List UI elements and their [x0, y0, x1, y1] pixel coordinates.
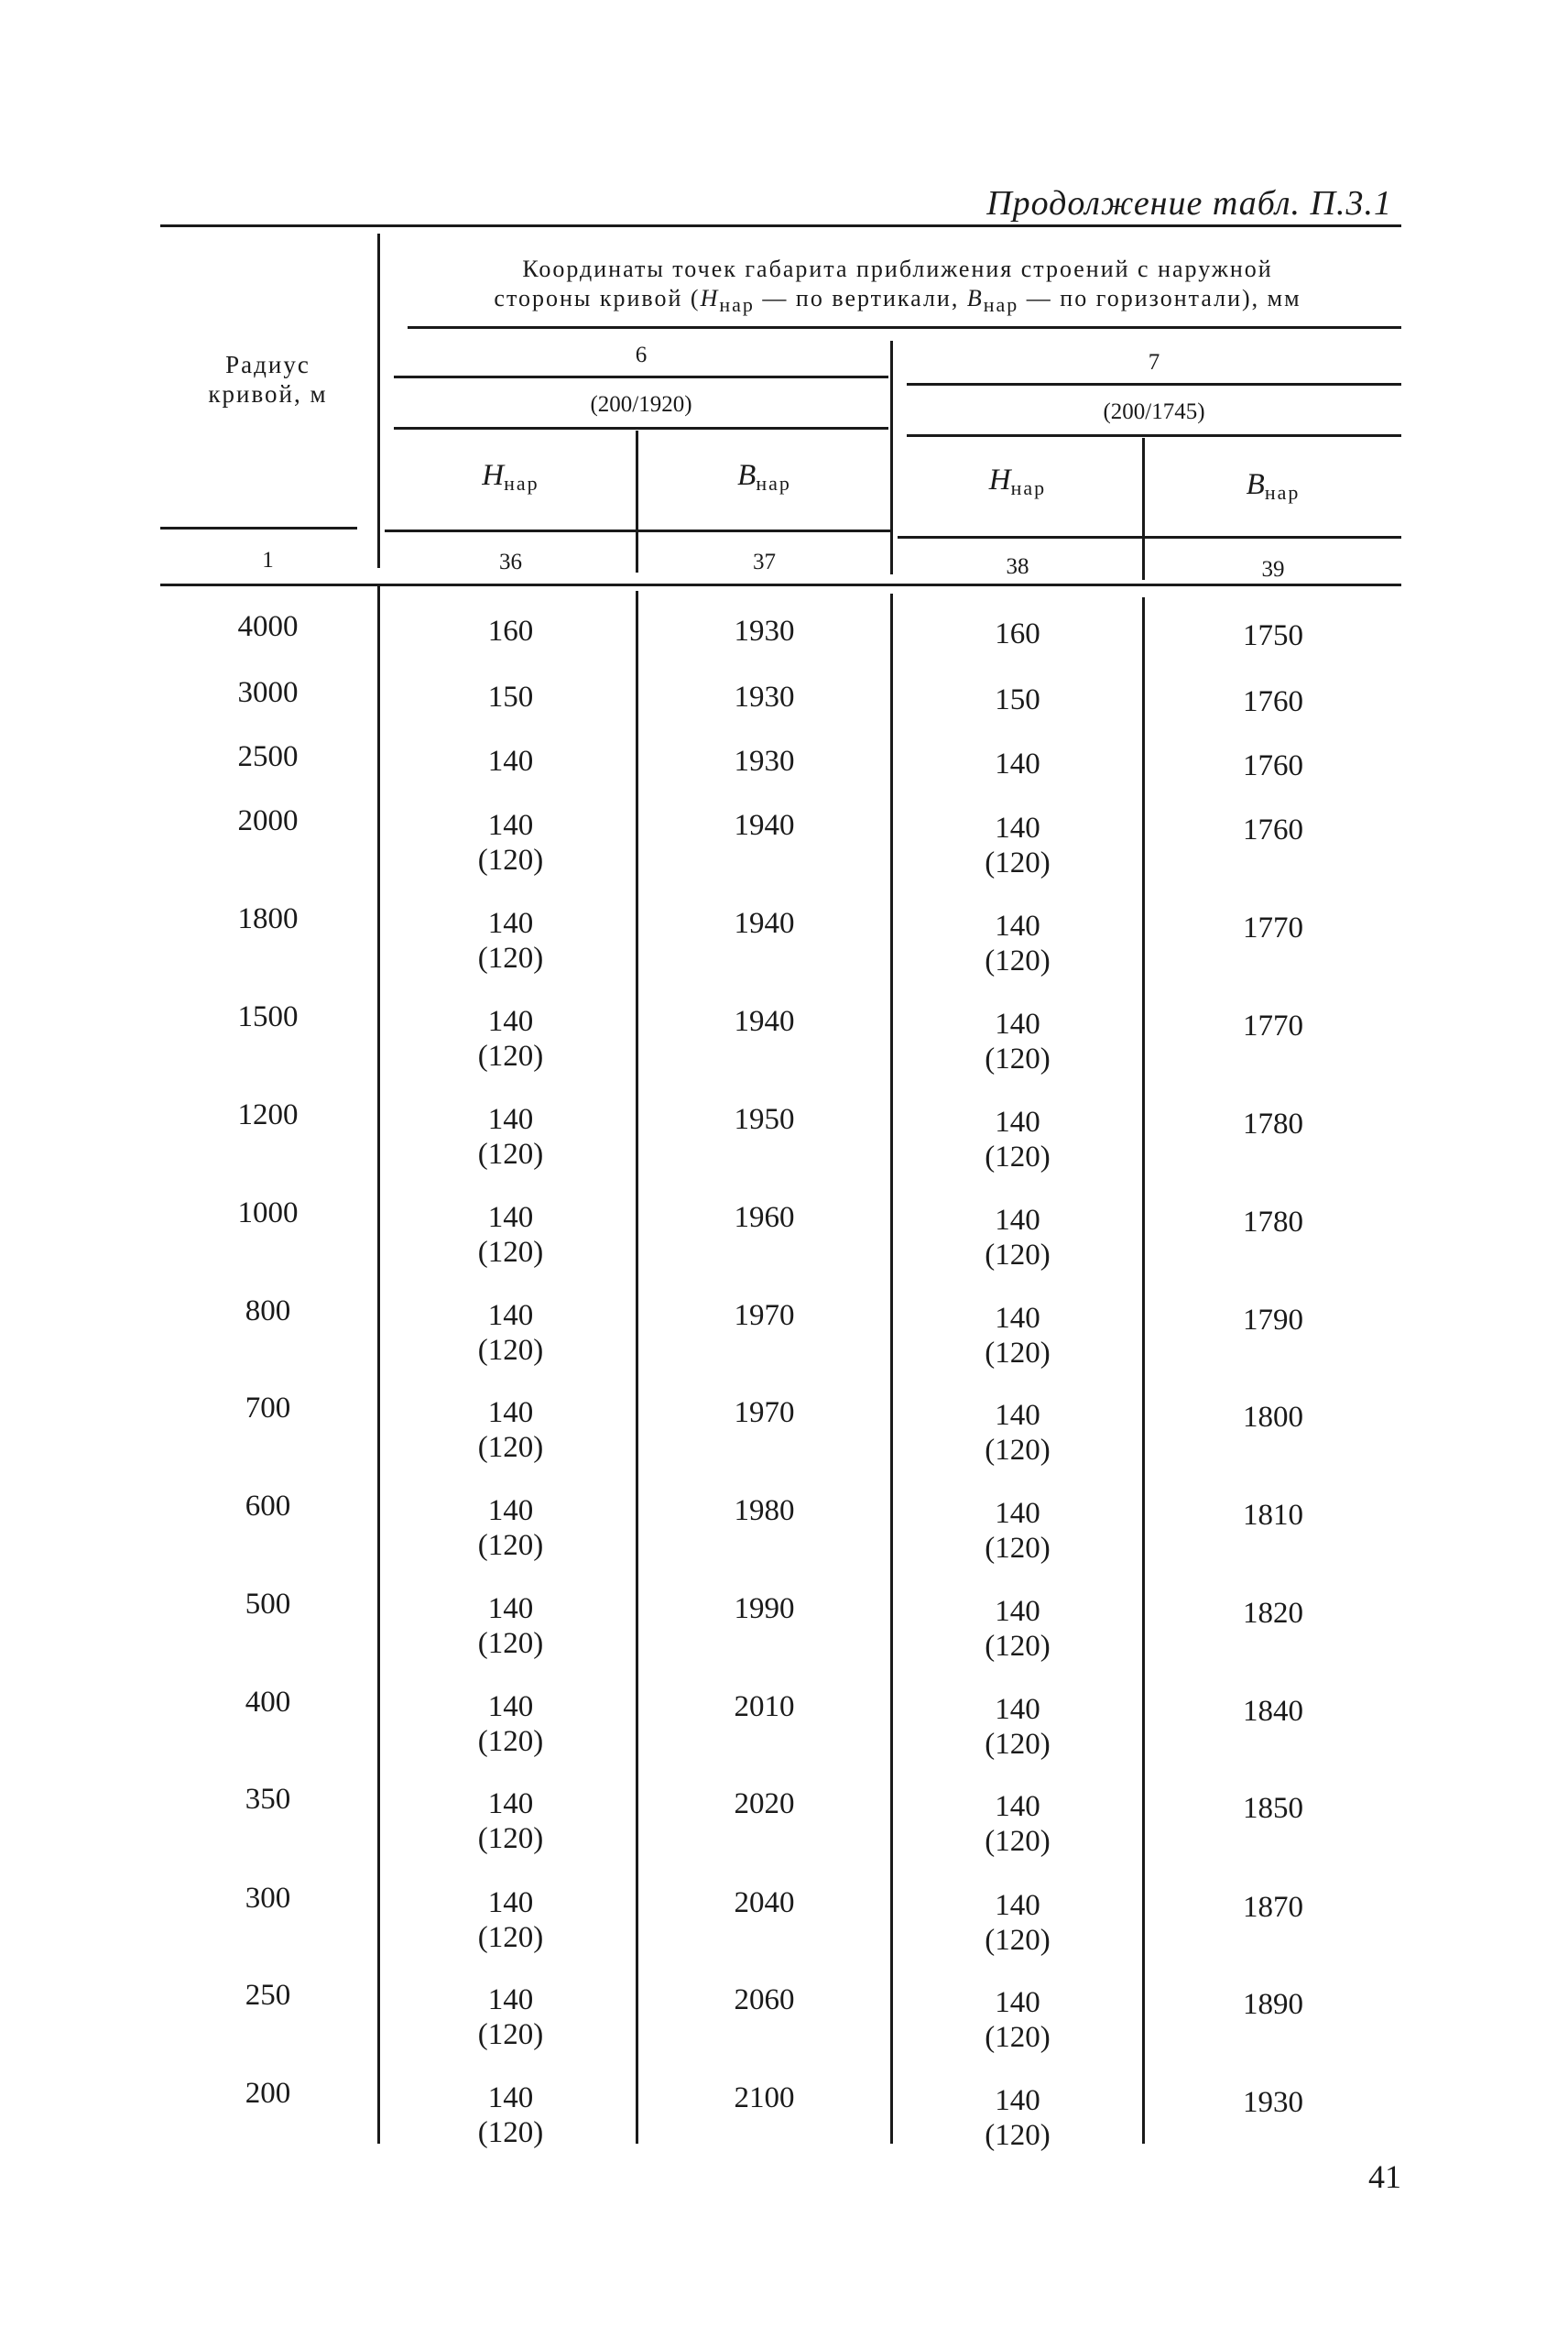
cell-radius: [165, 1294, 371, 1328]
coords-header-line2: [394, 284, 1401, 314]
cell-h6-alt-value: (120): [477, 1040, 544, 1073]
cell-h6: [385, 1395, 637, 1465]
coords-header-line1: Координаты точек габарита приближения строений с наружной: [522, 256, 1273, 282]
cell-h7-alt-value: (120): [985, 846, 1051, 879]
cell-h6: [385, 2080, 637, 2150]
cell-b6-value: 1940: [734, 809, 795, 842]
cell-b7: [1145, 618, 1401, 653]
cell-b6: [638, 1786, 890, 1821]
rule-group7-top: [907, 383, 1401, 386]
cell-h6-alt-value: (120): [477, 1334, 544, 1367]
cell-b6-value: 2010: [734, 1690, 795, 1723]
cell-h7: [893, 909, 1142, 978]
radius-header-line1: Радиус: [225, 351, 310, 378]
rule-under-coords: [408, 326, 1401, 329]
cell-b6-value: 1940: [734, 907, 795, 940]
cell-b7-value: 1800: [1243, 1401, 1303, 1434]
cell-b7: [1145, 1400, 1401, 1435]
cell-b7: [1145, 748, 1401, 783]
cell-radius: [165, 901, 371, 936]
cell-h7-value: 150: [995, 683, 1040, 716]
coords-header-b-symbol: B: [966, 285, 984, 311]
cell-h6-value: 140: [487, 1396, 534, 1429]
cell-h6: [385, 1004, 637, 1074]
coords-header: [394, 255, 1401, 314]
cell-h7-value: 140: [995, 1302, 1040, 1335]
colnum-39: 39: [1261, 557, 1285, 582]
cell-b7: [1145, 2085, 1401, 2120]
cell-h6-alt-value: (120): [477, 1529, 544, 1562]
cell-radius: [165, 1587, 371, 1622]
cell-h6-value: 140: [487, 1983, 534, 2016]
cell-h7: [893, 1888, 1142, 1958]
cell-h6-alt-value: (120): [477, 1921, 544, 1954]
cell-b6-value: 1990: [734, 1592, 795, 1625]
cell-h7-value: 140: [995, 910, 1040, 943]
cell-b6-value: 1940: [734, 1005, 795, 1038]
cell-radius: [165, 1881, 371, 1916]
cell-radius: [165, 609, 371, 644]
group6-number: 6: [635, 343, 648, 367]
cell-b7: [1145, 911, 1401, 945]
rule-colnum-bottom: [160, 584, 1401, 586]
cell-h7-value: 160: [995, 617, 1040, 650]
cell-b7: [1145, 1498, 1401, 1533]
cell-h6-value: 140: [487, 1005, 534, 1038]
cell-h7: [893, 683, 1142, 717]
cell-h7-value: 140: [995, 1106, 1040, 1139]
cell-h7: [893, 1301, 1142, 1370]
rule-v-radius: [377, 234, 380, 568]
cell-radius-value: 250: [245, 1979, 291, 2012]
cell-b6: [638, 1004, 890, 1039]
cell-h7-alt-value: (120): [985, 1141, 1051, 1174]
cell-h7-alt-value: (120): [985, 1728, 1051, 1761]
cell-h6-alt-value: (120): [477, 2018, 544, 2051]
cell-b6: [638, 1395, 890, 1430]
page-number: 41: [1368, 2158, 1401, 2195]
cell-h7: [893, 1007, 1142, 1076]
cell-h7-value: 140: [995, 1889, 1040, 1922]
cell-h6-value: 140: [487, 907, 534, 940]
cell-b6-value: 1930: [734, 745, 795, 778]
cell-b7: [1145, 1009, 1401, 1043]
cell-b6: [638, 808, 890, 843]
cell-b7: [1145, 684, 1401, 719]
cell-h7-value: 140: [995, 1595, 1040, 1628]
rule-group7-mid: [907, 434, 1401, 437]
cell-h7: [893, 2083, 1142, 2153]
cell-b7: [1145, 1205, 1401, 1239]
cell-b7: [1145, 1303, 1401, 1338]
cell-h6-value: 140: [487, 745, 534, 778]
cell-h7-alt-value: (120): [985, 1434, 1051, 1467]
col-h6-header: Hнар: [482, 459, 539, 495]
cell-radius-value: 400: [245, 1686, 291, 1719]
cell-radius-value: 1200: [237, 1098, 299, 1131]
cell-b7-value: 1750: [1243, 619, 1303, 652]
cell-h6: [385, 1982, 637, 2052]
cell-radius-value: 500: [245, 1588, 291, 1621]
cell-h6-alt-value: (120): [477, 1627, 544, 1660]
cell-h6: [385, 906, 637, 976]
cell-h7-value: 140: [995, 812, 1040, 845]
cell-b7: [1145, 1890, 1401, 1925]
cell-b6-value: 2100: [734, 2081, 795, 2114]
cell-h6-alt-value: (120): [477, 1431, 544, 1464]
colnum-36: 36: [499, 550, 522, 574]
cell-h7: [893, 617, 1142, 651]
coords-header-part-a: стороны кривой (: [494, 285, 701, 311]
cell-radius-value: 4000: [237, 610, 299, 643]
cell-radius: [165, 1782, 371, 1817]
cell-h6-value: 140: [487, 1690, 534, 1723]
cell-radius: [165, 1196, 371, 1230]
cell-b6: [638, 744, 890, 779]
cell-h6-alt-value: (120): [477, 2116, 544, 2149]
radius-header-line2: кривой, м: [208, 380, 328, 408]
cell-h7: [893, 1398, 1142, 1468]
cell-h6-value: 140: [487, 1299, 534, 1332]
cell-h7-alt-value: (120): [985, 1532, 1051, 1565]
coords-header-h-sub: нар: [719, 293, 755, 316]
cell-radius-value: 200: [245, 2077, 291, 2110]
cell-h7-alt-value: (120): [985, 1924, 1051, 1957]
coords-header-h-symbol: H: [700, 285, 720, 311]
colnum-38: 38: [1006, 554, 1029, 579]
rule-v-radius-body: [377, 586, 380, 2144]
cell-h6-value: 140: [487, 1494, 534, 1527]
cell-h6-value: 140: [487, 1787, 534, 1820]
cell-h7: [893, 1203, 1142, 1272]
cell-h7-alt-value: (120): [985, 945, 1051, 977]
cell-radius-value: 700: [245, 1392, 291, 1425]
cell-b6-value: 1970: [734, 1299, 795, 1332]
cell-radius-value: 2500: [237, 740, 299, 773]
coords-header-b-sub: нар: [983, 293, 1019, 316]
coords-header-part-c: — по горизонтали), мм: [1018, 285, 1301, 311]
cell-h6-alt-value: (120): [477, 1822, 544, 1855]
cell-b6: [638, 680, 890, 715]
cell-b7: [1145, 813, 1401, 847]
coords-header-part-b: — по вертикали,: [754, 285, 967, 311]
cell-b7: [1145, 1791, 1401, 1826]
cell-h7-value: 140: [995, 1204, 1040, 1237]
cell-h6: [385, 1200, 637, 1270]
cell-radius: [165, 1978, 371, 2013]
cell-b6: [638, 1493, 890, 1528]
cell-b6: [638, 1591, 890, 1626]
cell-b7-value: 1870: [1243, 1891, 1303, 1924]
cell-h6: [385, 808, 637, 878]
rule-group6-mid: [394, 427, 888, 430]
cell-b6-value: 1930: [734, 681, 795, 714]
cell-h7-alt-value: (120): [985, 2021, 1051, 2054]
cell-h7: [893, 1985, 1142, 2055]
cell-h6-alt-value: (120): [477, 942, 544, 975]
cell-h6-alt-value: (120): [477, 1236, 544, 1269]
table-caption: Продолжение табл. П.3.1: [986, 184, 1392, 223]
cell-b6: [638, 906, 890, 941]
cell-h7-value: 140: [995, 1986, 1040, 2019]
cell-h7: [893, 811, 1142, 880]
cell-h7-alt-value: (120): [985, 1825, 1051, 1858]
rule-radius-bottom: [160, 527, 357, 530]
rule-top: [160, 224, 1401, 227]
cell-b7: [1145, 1596, 1401, 1631]
cell-radius-value: 600: [245, 1490, 291, 1523]
cell-h7-value: 140: [995, 1790, 1040, 1823]
cell-h6: [385, 1786, 637, 1856]
group6-spec: (200/1920): [590, 392, 692, 417]
rule-v-group: [890, 341, 893, 574]
colnum-1: 1: [262, 548, 274, 573]
cell-radius-value: 1500: [237, 1000, 299, 1033]
cell-b7-value: 1760: [1243, 814, 1303, 846]
colnum-37: 37: [753, 550, 776, 574]
cell-h6-value: 160: [487, 615, 534, 648]
cell-radius: [165, 803, 371, 838]
cell-h6-value: 140: [487, 809, 534, 842]
cell-b6-value: 2040: [734, 1886, 795, 1919]
cell-h7-value: 140: [995, 1693, 1040, 1726]
cell-b7-value: 1840: [1243, 1695, 1303, 1728]
cell-radius-value: 350: [245, 1783, 291, 1816]
cell-h7: [893, 1692, 1142, 1762]
cell-b7-value: 1890: [1243, 1988, 1303, 2021]
cell-h6: [385, 1885, 637, 1955]
cell-b6-value: 1960: [734, 1201, 795, 1234]
cell-b7-value: 1790: [1243, 1304, 1303, 1337]
cell-b6: [638, 1200, 890, 1235]
cell-h7-value: 140: [995, 1399, 1040, 1432]
cell-radius-value: 3000: [237, 676, 299, 709]
rule-group7-bottom: [898, 536, 1401, 539]
cell-h6-alt-value: (120): [477, 844, 544, 877]
cell-h6-value: 150: [487, 681, 534, 714]
cell-b6-value: 1970: [734, 1396, 795, 1429]
cell-b6-value: 2020: [734, 1787, 795, 1820]
cell-radius: [165, 2076, 371, 2111]
cell-b7-value: 1770: [1243, 1010, 1303, 1043]
cell-h6: [385, 1298, 637, 1368]
cell-b6: [638, 1885, 890, 1920]
cell-b7-value: 1780: [1243, 1108, 1303, 1141]
cell-h6-value: 140: [487, 1592, 534, 1625]
col-b6-header: Bнар: [737, 459, 791, 495]
col-h7-header: Hнар: [988, 464, 1047, 499]
cell-b6: [638, 1102, 890, 1137]
cell-b7-value: 1930: [1243, 2086, 1303, 2119]
cell-h6-value: 140: [487, 1201, 534, 1234]
cell-b6-value: 1950: [734, 1103, 795, 1136]
cell-h6-value: 140: [487, 2081, 534, 2114]
cell-h7-alt-value: (120): [985, 1630, 1051, 1663]
cell-h7-value: 140: [995, 2084, 1040, 2117]
cell-b7-value: 1760: [1243, 749, 1303, 782]
cell-h7-alt-value: (120): [985, 1337, 1051, 1370]
cell-h6: [385, 680, 637, 715]
cell-b6: [638, 2080, 890, 2115]
cell-radius: [165, 1489, 371, 1523]
cell-h7: [893, 1105, 1142, 1174]
cell-radius: [165, 739, 371, 774]
cell-radius-value: 800: [245, 1294, 291, 1327]
cell-b7-value: 1820: [1243, 1597, 1303, 1630]
cell-radius-value: 300: [245, 1882, 291, 1915]
cell-h6: [385, 1102, 637, 1172]
cell-b6-value: 1980: [734, 1494, 795, 1527]
cell-b7: [1145, 1107, 1401, 1141]
radius-header: [165, 350, 371, 409]
cell-h6: [385, 744, 637, 779]
cell-h7: [893, 1496, 1142, 1566]
cell-b6-value: 1930: [734, 615, 795, 648]
rule-group6-top: [394, 376, 888, 378]
cell-radius: [165, 999, 371, 1034]
cell-radius: [165, 1097, 371, 1132]
cell-h7: [893, 1789, 1142, 1859]
cell-b6: [638, 1298, 890, 1333]
cell-radius-value: 2000: [237, 804, 299, 837]
cell-h6-value: 140: [487, 1886, 534, 1919]
cell-h6-alt-value: (120): [477, 1138, 544, 1171]
cell-h7-alt-value: (120): [985, 2119, 1051, 2152]
cell-h6: [385, 1591, 637, 1661]
cell-h7-value: 140: [995, 1497, 1040, 1530]
rule-group6-bottom: [385, 530, 893, 532]
cell-h6: [385, 1493, 637, 1563]
cell-h7: [893, 747, 1142, 781]
cell-b6: [638, 1982, 890, 2017]
cell-h6-value: 140: [487, 1103, 534, 1136]
cell-b6-value: 2060: [734, 1983, 795, 2016]
group7-spec: (200/1745): [1103, 399, 1205, 424]
cell-b6: [638, 1689, 890, 1724]
cell-radius: [165, 1391, 371, 1425]
col-b7-header: Bнар: [1246, 468, 1301, 504]
cell-b7: [1145, 1987, 1401, 2022]
group7-number: 7: [1148, 350, 1160, 375]
cell-b7-value: 1770: [1243, 912, 1303, 945]
cell-b7-value: 1780: [1243, 1206, 1303, 1239]
cell-b7-value: 1760: [1243, 685, 1303, 718]
cell-b6: [638, 614, 890, 649]
cell-h7-alt-value: (120): [985, 1239, 1051, 1272]
cell-radius: [165, 675, 371, 710]
cell-b7: [1145, 1694, 1401, 1729]
cell-h6: [385, 1689, 637, 1759]
cell-b7-value: 1810: [1243, 1499, 1303, 1532]
cell-h6: [385, 614, 637, 649]
cell-h7-alt-value: (120): [985, 1043, 1051, 1076]
cell-h6-alt-value: (120): [477, 1725, 544, 1758]
cell-radius-value: 1800: [237, 902, 299, 935]
cell-h7-value: 140: [995, 748, 1040, 781]
cell-radius-value: 1000: [237, 1196, 299, 1229]
cell-b7-value: 1850: [1243, 1792, 1303, 1825]
cell-radius: [165, 1685, 371, 1720]
cell-h7: [893, 1594, 1142, 1664]
cell-h7-value: 140: [995, 1008, 1040, 1041]
